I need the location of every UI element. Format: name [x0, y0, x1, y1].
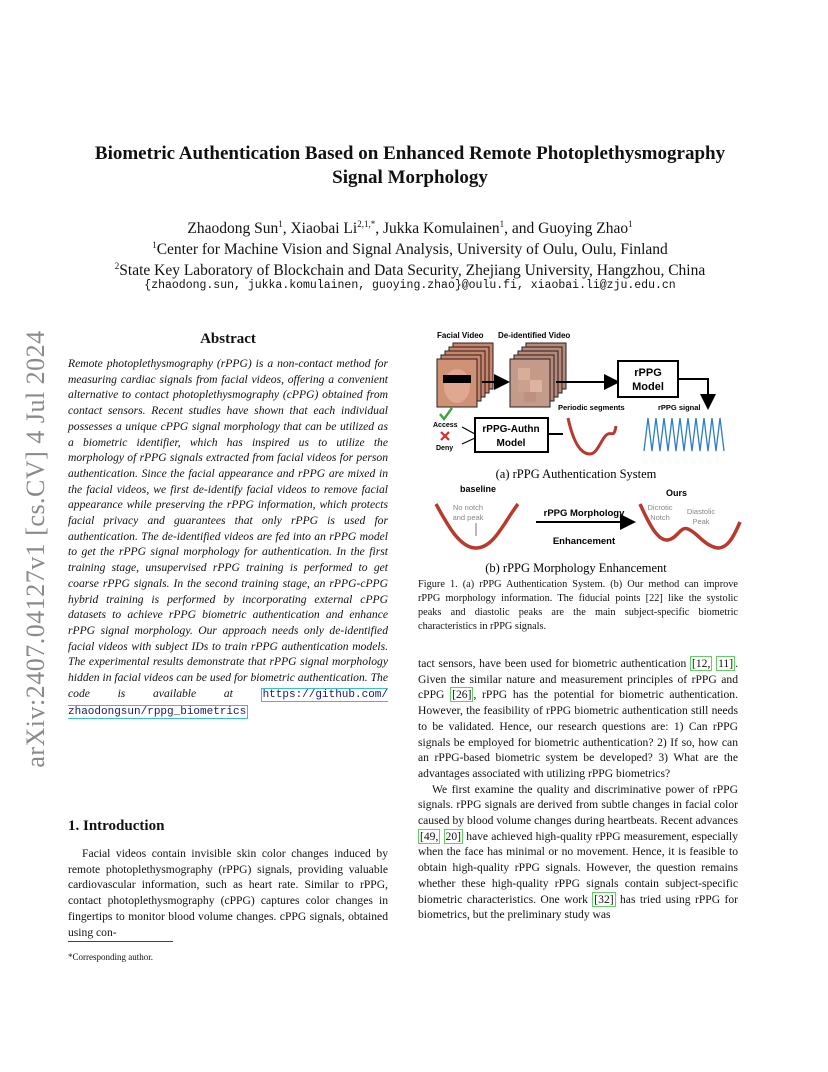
- arxiv-stamp: [16, 304, 56, 794]
- abstract-heading: Abstract: [200, 331, 256, 347]
- no-notch-label-1: No notch: [452, 503, 484, 512]
- affil-1-sup: 1: [152, 239, 157, 250]
- diastolic-label-2: Peak: [692, 517, 710, 526]
- intro-body: Facial videos contain invisible skin color changes induced by remote photoplethysmography (rPPG) signals, providing valuable cardiovascular information, such as heart rate. Similar to rPPG, contact photoplethysmography (cPPG) captures color changes in fingertips to monitor blood volume changes. cPPG signals, obtained using con-: [68, 847, 388, 939]
- footnote: *Corresponding author.: [68, 952, 153, 962]
- diastolic-label-1: Diastolic: [686, 507, 716, 516]
- rppg-model-label-1: rPPG: [634, 367, 662, 379]
- author-3-sup: 1: [499, 218, 505, 229]
- fig-facial-video-label: Facial Video: [437, 331, 484, 340]
- abstract-text: Remote photoplethysmography (rPPG) is a non-contact method for measuring cardiac signals from facial videos, offering a convenient alternative to contact photoplethysmography (cPPG) obtained from contact sensors. Recent studies have shown that each individual possesses a unique cPPG signal morphology that can be utilized as a biometric identifier, which has inspired us to utilize the morphology of rPPG signals extracted from facial videos for person authentication. Since the facial appearance and rPPG are mixed in the facial videos, we first de-identify facial videos to remove facial appearance while preserving the rPPG information, which protects facial privacy and guarantees that only rPPG is used for authentication. The de-identified videos are fed into an rPPG model to get the rPPG signal morphology for authentication. In the first training stage, unsupervised rPPG training is performed to get coarse rPPG signals. In the second training stage, an rPPG-cPPG hybrid training is performed by incorporating external cPPG datasets to achieve rPPG biometric authentication and enhance rPPG signal morphology. Our approach needs only de-identified facial videos with subject IDs to train rPPG authentication models. The experimental results demonstrate that rPPG signal morphology hidden in facial videos can be used for biometric authentication. The code is available at: [68, 357, 388, 700]
- p2-text-c: has tried using rPPG for biometrics, but the preliminary study was: [418, 892, 738, 922]
- arrow-to-signal: [678, 379, 708, 406]
- intro-heading: 1. Introduction: [68, 818, 165, 834]
- morphology-label: rPPG Morphology: [543, 508, 625, 519]
- citation-32[interactable]: [32]: [594, 892, 614, 906]
- baseline-label: baseline: [460, 484, 497, 494]
- author-1: Zhaodong Sun: [187, 220, 279, 237]
- rppg-model-label-2: Model: [632, 381, 664, 393]
- code-link[interactable]: https://github.com/ zhaodongsun/rppg_biometrics: [68, 688, 388, 719]
- title-line-2: Signal Morphology: [332, 167, 488, 188]
- periodic-segment-curve: [568, 418, 616, 454]
- rppg-signal-wave: [644, 418, 724, 451]
- authn-label-2: Model: [496, 438, 526, 449]
- deid-video-frames: [510, 343, 566, 407]
- affiliation-1: [60, 239, 760, 260]
- right-column-body: [418, 656, 738, 923]
- dicrotic-label-1: Dicrotic: [647, 503, 673, 512]
- author-3: , Jukka Komulainen: [375, 220, 500, 237]
- p1-text-b: . Given the similar nature and measurement principles of rPPG and cPPG: [418, 657, 738, 702]
- p1-text-c: , rPPG has the potential for biometric authentication. However, the feasibility of rPPG biometric authentication still needs to be validated. Hence, our research questions are: 1) Can rPPG signals be employed for biometric authentication? 2) If so, how can an rPPG-based biometric system be developed? 3) What are the advantages associated with utilizing rPPG biometrics?: [418, 688, 738, 780]
- arrow-deny: [462, 438, 475, 444]
- deny-label: Deny: [436, 445, 454, 452]
- footnote-rule: [68, 941, 173, 942]
- author-2: , Xiaobai Li: [282, 220, 358, 237]
- eye-mask: [443, 375, 471, 383]
- authn-label-1: rPPG-Authn: [482, 424, 540, 435]
- paragraph-2: [418, 782, 738, 923]
- abstract-body: [68, 356, 388, 721]
- no-notch-label-2: and peak: [452, 513, 484, 522]
- affil-2-text: State Key Laboratory of Blockchain and Data Security, Zhejiang University, Hangzhou, China: [119, 262, 706, 279]
- affil-2-sup: 2: [114, 260, 120, 271]
- author-4: , and Guoying Zhao: [504, 220, 629, 237]
- access-label: Access: [433, 422, 458, 429]
- arrow-access: [462, 427, 475, 434]
- p2-text-b: have achieved high-quality rPPG measurement, especially when the face has minimal or no movement. Hence, it is feasible to obtain high-quality rPPG signals. However, the question remains whether these high-quality rPPG signals contain subject-specific biometric characteristics. One work: [418, 829, 738, 906]
- affiliation-2: [60, 260, 760, 281]
- check-icon: [440, 408, 452, 419]
- figure-1: [418, 326, 748, 576]
- periodic-segments-label: Periodic segments: [558, 403, 625, 412]
- citation-26[interactable]: [26]: [452, 688, 472, 702]
- citation-11[interactable]: 11]: [718, 657, 734, 670]
- p1-text-a: tact sensors, have been used for biometric authentication: [418, 657, 690, 670]
- affil-1-text: Center for Machine Vision and Signal Analysis, University of Oulu, Oulu, Finland: [156, 241, 668, 258]
- rppg-signal-label: rPPG signal: [658, 403, 701, 412]
- facial-video-frames: [437, 343, 493, 407]
- author-list: [60, 218, 760, 239]
- subcaption-a: (a) rPPG Authentication System: [495, 467, 657, 481]
- citation-12[interactable]: [12,: [692, 657, 711, 670]
- citation-20[interactable]: 20]: [445, 829, 462, 843]
- title-line-1: Biometric Authentication Based on Enhanced Remote Photoplethysmography: [94, 143, 726, 164]
- author-2-sup: 2,1,*: [357, 218, 376, 229]
- author-emails: {zhaodong.sun, jukka.komulainen, guoying.zhao}@oulu.fi, xiaobai.li@zju.edu.cn: [144, 279, 676, 292]
- figure-caption: Figure 1. (a) rPPG Authentication System. (b) Our method can improve rPPG morphology information. The fiducial points [22] like the systolic peaks and diastolic peaks are the main subject-specific biometric characteristics in rPPG signals.: [418, 579, 738, 632]
- author-1-sup: 1: [278, 218, 283, 229]
- dicrotic-label-2: Notch: [650, 513, 670, 522]
- author-4-sup: 1: [628, 218, 633, 229]
- fig-deid-video-label: De-identified Video: [498, 331, 571, 340]
- p2-text-a: We first examine the quality and discriminative power of rPPG signals. rPPG signals are derived from subtle changes in facial color caused by blood volume changes during heartbeats. Recent advances: [418, 782, 738, 828]
- citation-49[interactable]: [49,: [420, 829, 439, 843]
- enhancement-label: Enhancement: [552, 536, 616, 547]
- ours-label: Ours: [666, 488, 688, 498]
- paper-title: [60, 142, 760, 190]
- arxiv-stamp-text: arXiv:2407.04127v1 [cs.CV] 4 Jul 2024: [21, 330, 50, 768]
- subcaption-b: (b) rPPG Morphology Enhancement: [485, 561, 667, 575]
- cross-icon: [441, 432, 449, 440]
- author-block: [60, 218, 760, 281]
- paragraph-1: [418, 656, 738, 782]
